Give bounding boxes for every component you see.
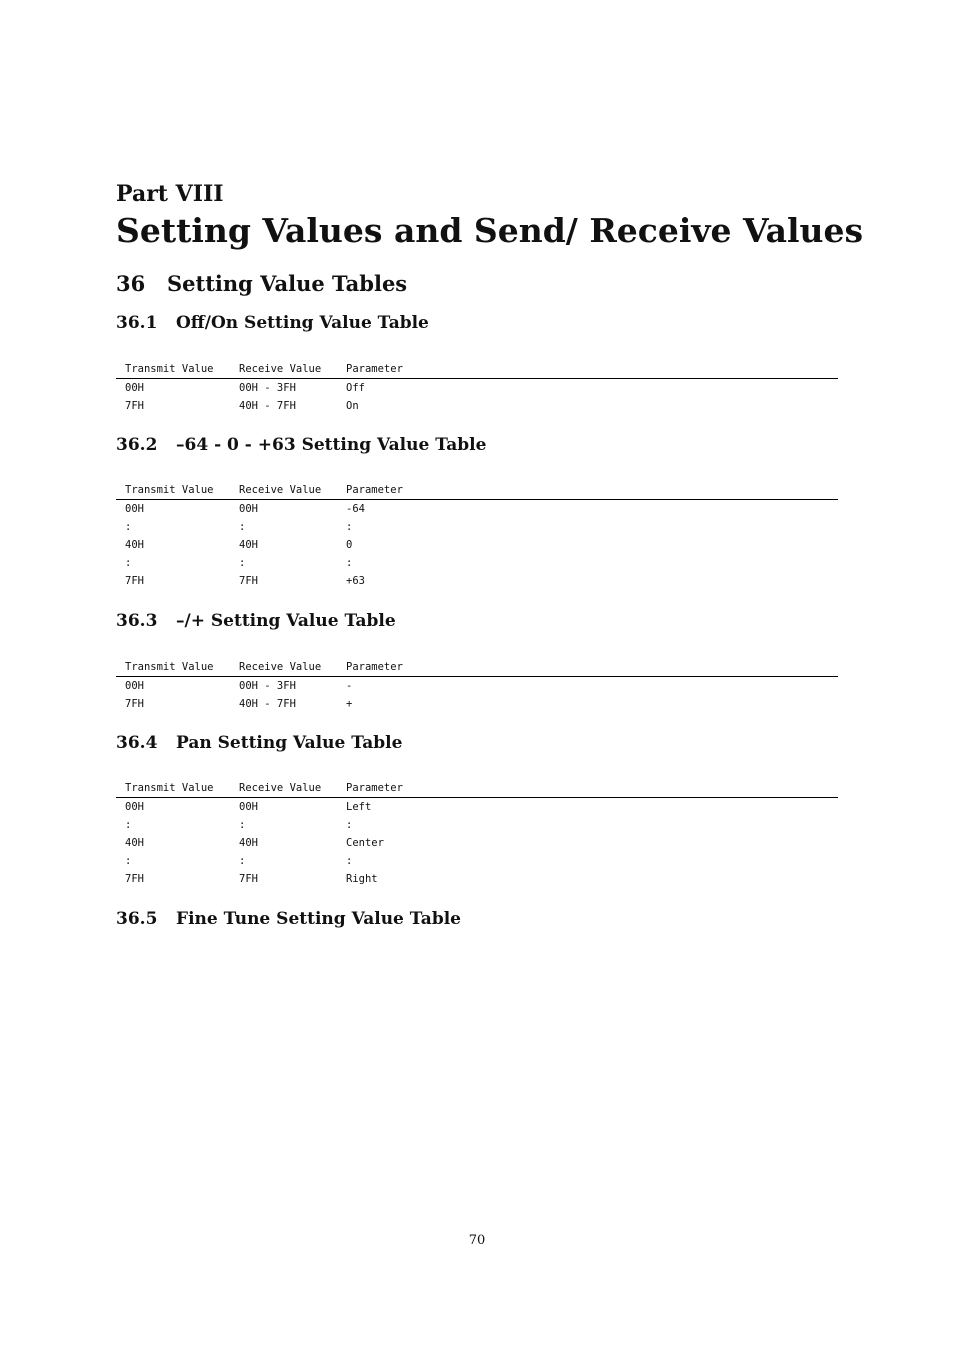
table-header-row (116, 658, 838, 677)
transmit-value: : (125, 819, 132, 831)
subsection-number: 36.3 (116, 611, 158, 631)
table-row (116, 852, 838, 870)
parameter-value: On (346, 400, 359, 412)
section-heading (116, 270, 407, 298)
receive-value: : (239, 521, 246, 533)
parameter-value: - (346, 680, 353, 692)
parameter-value: + (346, 698, 353, 710)
subsection-number: 36.4 (116, 733, 158, 753)
transmit-value: 00H (125, 503, 144, 515)
parameter-value: 0 (346, 539, 353, 551)
column-header-parameter: Parameter (346, 661, 403, 673)
table-row (116, 834, 838, 852)
value-table-minus-plus (116, 658, 838, 713)
subsection-heading-36-3 (116, 609, 396, 633)
table-header-row (116, 360, 838, 379)
receive-value: 00H - 3FH (239, 680, 296, 692)
column-header-receive: Receive Value (239, 484, 322, 496)
transmit-value: : (125, 557, 132, 569)
subsection-title: –64 - 0 - +63 Setting Value Table (176, 435, 487, 455)
page-number: 70 (468, 1233, 486, 1248)
table-row (116, 798, 838, 816)
table-row (116, 677, 838, 695)
receive-value: 40H (239, 539, 258, 551)
part-label: Part VIII (116, 181, 224, 207)
receive-value: 40H (239, 837, 258, 849)
transmit-value: 7FH (125, 575, 144, 587)
transmit-value: 7FH (125, 400, 144, 412)
parameter-value: : (346, 521, 353, 533)
transmit-value: 40H (125, 837, 144, 849)
subsection-heading-36-1 (116, 311, 429, 335)
table-row (116, 379, 838, 397)
table-header-row (116, 481, 838, 500)
part-title: Setting Values and Send/ Receive Values (116, 211, 864, 250)
column-header-parameter: Parameter (346, 363, 403, 375)
subsection-title: Fine Tune Setting Value Table (176, 909, 461, 929)
subsection-heading-36-5 (116, 907, 461, 931)
value-table-pan (116, 779, 838, 888)
table-header-row (116, 779, 838, 798)
subsection-number: 36.2 (116, 435, 158, 455)
table-row (116, 695, 838, 713)
receive-value: 40H - 7FH (239, 698, 296, 710)
subsection-number: 36.5 (116, 909, 158, 929)
section-title: Setting Value Tables (167, 271, 408, 296)
parameter-value: : (346, 557, 353, 569)
subsection-heading-36-4 (116, 731, 402, 755)
transmit-value: 7FH (125, 873, 144, 885)
transmit-value: 40H (125, 539, 144, 551)
table-row (116, 518, 838, 536)
column-header-transmit: Transmit Value (125, 363, 214, 375)
parameter-value: -64 (346, 503, 365, 515)
table-row (116, 816, 838, 834)
parameter-value: Right (346, 873, 378, 885)
receive-value: : (239, 819, 246, 831)
parameter-value: : (346, 819, 353, 831)
subsection-title: Pan Setting Value Table (176, 733, 403, 753)
column-header-parameter: Parameter (346, 782, 403, 794)
subsection-title: –/+ Setting Value Table (176, 611, 396, 631)
value-table-off-on (116, 360, 838, 415)
transmit-value: : (125, 855, 132, 867)
transmit-value: : (125, 521, 132, 533)
column-header-receive: Receive Value (239, 782, 322, 794)
receive-value: : (239, 855, 246, 867)
table-row (116, 554, 838, 572)
column-header-receive: Receive Value (239, 661, 322, 673)
parameter-value: : (346, 855, 353, 867)
subsection-heading-36-2 (116, 433, 486, 457)
subsection-number: 36.1 (116, 313, 158, 333)
column-header-parameter: Parameter (346, 484, 403, 496)
transmit-value: 00H (125, 680, 144, 692)
receive-value: : (239, 557, 246, 569)
receive-value: 00H (239, 503, 258, 515)
receive-value: 00H (239, 801, 258, 813)
value-table-64-0-63 (116, 481, 838, 590)
receive-value: 7FH (239, 575, 258, 587)
table-row (116, 536, 838, 554)
transmit-value: 00H (125, 382, 144, 394)
column-header-transmit: Transmit Value (125, 661, 214, 673)
parameter-value: Off (346, 382, 365, 394)
receive-value: 40H - 7FH (239, 400, 296, 412)
receive-value: 00H - 3FH (239, 382, 296, 394)
table-row (116, 870, 838, 888)
transmit-value: 00H (125, 801, 144, 813)
transmit-value: 7FH (125, 698, 144, 710)
table-row (116, 572, 838, 590)
parameter-value: +63 (346, 575, 365, 587)
column-header-receive: Receive Value (239, 363, 322, 375)
table-row (116, 397, 838, 415)
column-header-transmit: Transmit Value (125, 484, 214, 496)
column-header-transmit: Transmit Value (125, 782, 214, 794)
parameter-value: Center (346, 837, 384, 849)
parameter-value: Left (346, 801, 372, 813)
table-row (116, 500, 838, 518)
section-number: 36 (116, 271, 146, 296)
subsection-title: Off/On Setting Value Table (176, 313, 429, 333)
receive-value: 7FH (239, 873, 258, 885)
